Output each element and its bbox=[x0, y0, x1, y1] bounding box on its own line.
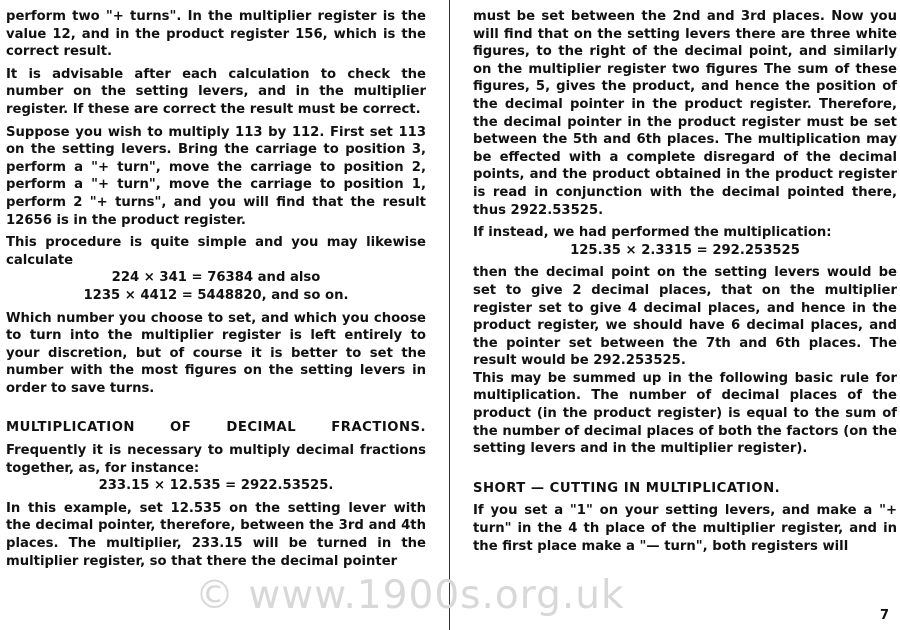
paragraph: This procedure is quite simple and you may likewise calculate bbox=[6, 235, 426, 268]
watermark: © www.1900s.org.uk bbox=[195, 573, 625, 618]
equation: 224 × 341 = 76384 and also bbox=[111, 270, 321, 286]
page-number: 7 bbox=[880, 608, 890, 623]
paragraph: then the decimal point on the setting levers would be set to give 2 decimal places, that on the multiplier register set to give 4 decimal places, and hence in the product register, we should have 6 decimal places, and the pointer set between the 7th and 6th places. The result would be 292.253525. bbox=[473, 265, 897, 369]
section-heading: SHORT — CUTTING IN MULTIPLICATION. bbox=[473, 480, 781, 496]
paragraph: Suppose you wish to multiply 113 by 112. First set 113 on the setting levers. Bring the carriage to position 3, perform a "+ turn", move the carriage to position 2, perform a "+ turn", move the carriage to position 1, perform 2 "+ turns", and you will find that the result 12656 is in the product register. bbox=[6, 124, 426, 228]
equation: 1235 × 4412 = 5448820, and so on. bbox=[83, 287, 349, 303]
right-column bbox=[473, 8, 897, 555]
paragraph: perform two "+ turns". In the multiplier register is the value 12, and in the product register 156, which is the correct result. bbox=[6, 9, 426, 60]
heading-word: FRACTIONS. bbox=[331, 420, 426, 436]
left-column bbox=[6, 8, 426, 570]
paragraph: must be set between the 2nd and 3rd places. Now you will find that on the setting levers there are three white figures, to the right of the decimal point, and similarly on the multiplier register two figures The sum of these figures, 5, gives the product, and hence the position of the decimal pointer in the product register. Therefore, the decimal pointer in the product register must be set between the 5th and 6th places. The multiplication may be effected with a complete disregard of the decimal points, and the product obtained in the product register is read in conjunction with the decimal pointed there, thus 2922.53525. bbox=[473, 9, 897, 218]
heading-word: OF bbox=[170, 420, 192, 436]
heading-word: DECIMAL bbox=[226, 420, 297, 436]
paragraph: If you set a "1" on your setting levers, and make a "+ turn" in the 4 th place of the multiplier register, and in the first place make a "— turn", both registers will bbox=[473, 503, 897, 554]
column-divider bbox=[449, 0, 450, 630]
paragraph: It is advisable after each calculation to check the number on the setting levers, and in the multiplier register. If these are correct the result must be correct. bbox=[6, 66, 426, 117]
paragraph: This may be summed up in the following basic rule for multiplication. The number of decimal places of the product (in the product register) is equal to the sum of the number of decimal places of both the factors (on the setting levers and in the multiplier register). bbox=[473, 370, 897, 457]
equation: 125.35 × 2.3315 = 292.253525 bbox=[570, 242, 800, 258]
paragraph: Which number you choose to set, and which you choose to turn into the multiplier register is left entirely to your discretion, but of course it is better to set the number with the most figures on the setting levers in order to save turns. bbox=[6, 310, 426, 396]
section-heading bbox=[6, 419, 426, 437]
heading-word: MULTIPLICATION bbox=[6, 420, 135, 436]
paragraph: Frequently it is necessary to multiply decimal fractions together, as, for instance: bbox=[6, 443, 426, 476]
paragraph: If instead, we had performed the multiplication: bbox=[473, 225, 832, 241]
equation: 233.15 × 12.535 = 2922.53525. bbox=[98, 478, 334, 494]
paragraph: In this example, set 12.535 on the setting lever with the decimal pointer, therefore, between the 3rd and 4th places. The multiplier, 233.15 will be turned in the multiplier register, so that there the decimal pointer bbox=[6, 500, 426, 569]
